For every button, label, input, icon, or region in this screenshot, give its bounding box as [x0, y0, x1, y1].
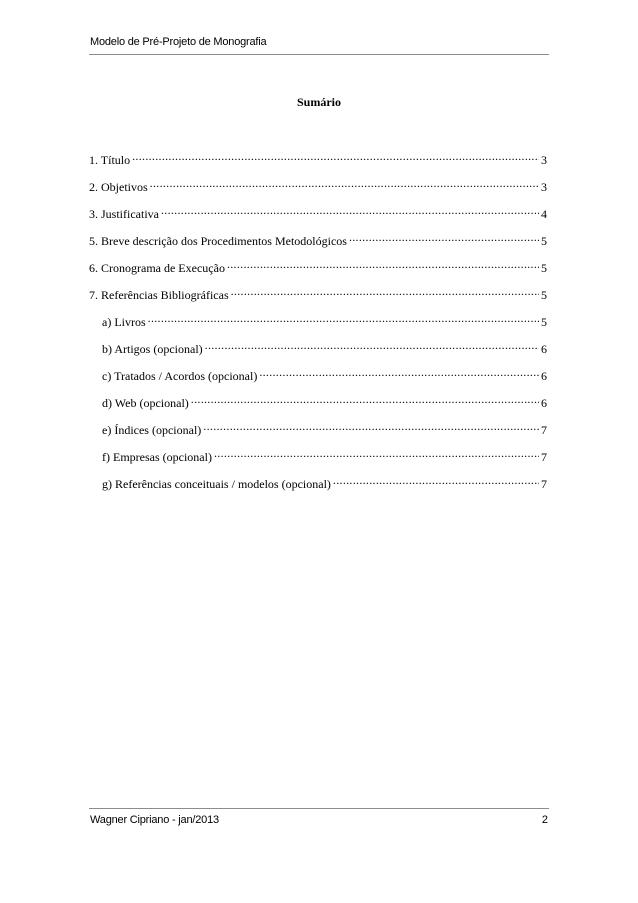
toc-entry-label: 2. Objetivos	[89, 180, 148, 194]
dot-leader	[148, 310, 539, 326]
dot-leader	[150, 175, 539, 191]
toc-entry-referencias[interactable]	[89, 283, 547, 310]
toc-entry-label: b) Artigos (opcional)	[102, 342, 203, 356]
footer-divider	[89, 808, 549, 809]
toc-entry-tratados[interactable]	[89, 364, 547, 391]
toc-entry-page: 5	[541, 261, 547, 275]
toc-entry-page: 7	[541, 477, 547, 491]
toc-entry-page: 5	[541, 315, 547, 329]
header-divider	[89, 54, 549, 55]
dot-leader	[214, 445, 539, 461]
toc-entry-cronograma[interactable]	[89, 256, 547, 283]
toc-entry-page: 6	[541, 369, 547, 383]
footer-author-date: Wagner Cipriano - jan/2013	[90, 814, 219, 826]
toc-entry-label: d) Web (opcional)	[102, 396, 189, 410]
toc-entry-label: 7. Referências Bibliográficas	[89, 288, 229, 302]
toc-entry-page: 3	[541, 153, 547, 167]
toc-entry-page: 5	[541, 234, 547, 248]
toc-entry-procedimentos[interactable]	[89, 229, 547, 256]
toc-entry-page: 6	[541, 396, 547, 410]
toc-entry-page: 6	[541, 342, 547, 356]
toc-entry-label: e) Índices (opcional)	[102, 423, 202, 437]
toc-entry-label: g) Referências conceituais / modelos (opcional)	[102, 477, 331, 491]
toc-entry-label: c) Tratados / Acordos (opcional)	[102, 369, 258, 383]
toc-entry-label: 3. Justificativa	[89, 207, 159, 221]
dot-leader	[231, 283, 539, 299]
toc-entry-artigos[interactable]	[89, 337, 547, 364]
toc-entry-justificativa[interactable]	[89, 202, 547, 229]
footer-page-number: 2	[541, 814, 548, 826]
toc-entry-page: 4	[541, 207, 547, 221]
page-header-title: Modelo de Pré-Projeto de Monografia	[90, 36, 267, 48]
toc-entry-referencias-conceituais[interactable]	[89, 472, 547, 499]
toc-entry-empresas[interactable]	[89, 445, 547, 472]
dot-leader	[161, 202, 539, 218]
toc-entry-label: 6. Cronograma de Execução	[89, 261, 225, 275]
toc-heading	[0, 95, 638, 110]
toc-entry-page: 7	[541, 423, 547, 437]
table-of-contents	[89, 148, 547, 499]
toc-entry-titulo[interactable]	[89, 148, 547, 175]
dot-leader	[227, 256, 539, 272]
toc-entry-livros[interactable]	[89, 310, 547, 337]
toc-entry-objetivos[interactable]	[89, 175, 547, 202]
dot-leader	[132, 148, 539, 164]
toc-entry-label: 1. Título	[89, 153, 131, 167]
toc-entry-indices[interactable]	[89, 418, 547, 445]
dot-leader	[259, 364, 539, 380]
dot-leader	[203, 418, 539, 434]
toc-entry-label: f) Empresas (opcional)	[102, 450, 212, 464]
toc-heading-text: Sumário	[296, 95, 341, 109]
toc-entry-label: 5. Breve descrição dos Procedimentos Metodológicos	[89, 234, 347, 248]
toc-entry-page: 3	[541, 180, 547, 194]
toc-entry-label: a) Livros	[102, 315, 146, 329]
dot-leader	[205, 337, 539, 353]
dot-leader	[333, 472, 539, 488]
toc-entry-page: 5	[541, 288, 547, 302]
dot-leader	[349, 229, 539, 245]
toc-entry-page: 7	[541, 450, 547, 464]
toc-entry-web[interactable]	[89, 391, 547, 418]
dot-leader	[191, 391, 539, 407]
